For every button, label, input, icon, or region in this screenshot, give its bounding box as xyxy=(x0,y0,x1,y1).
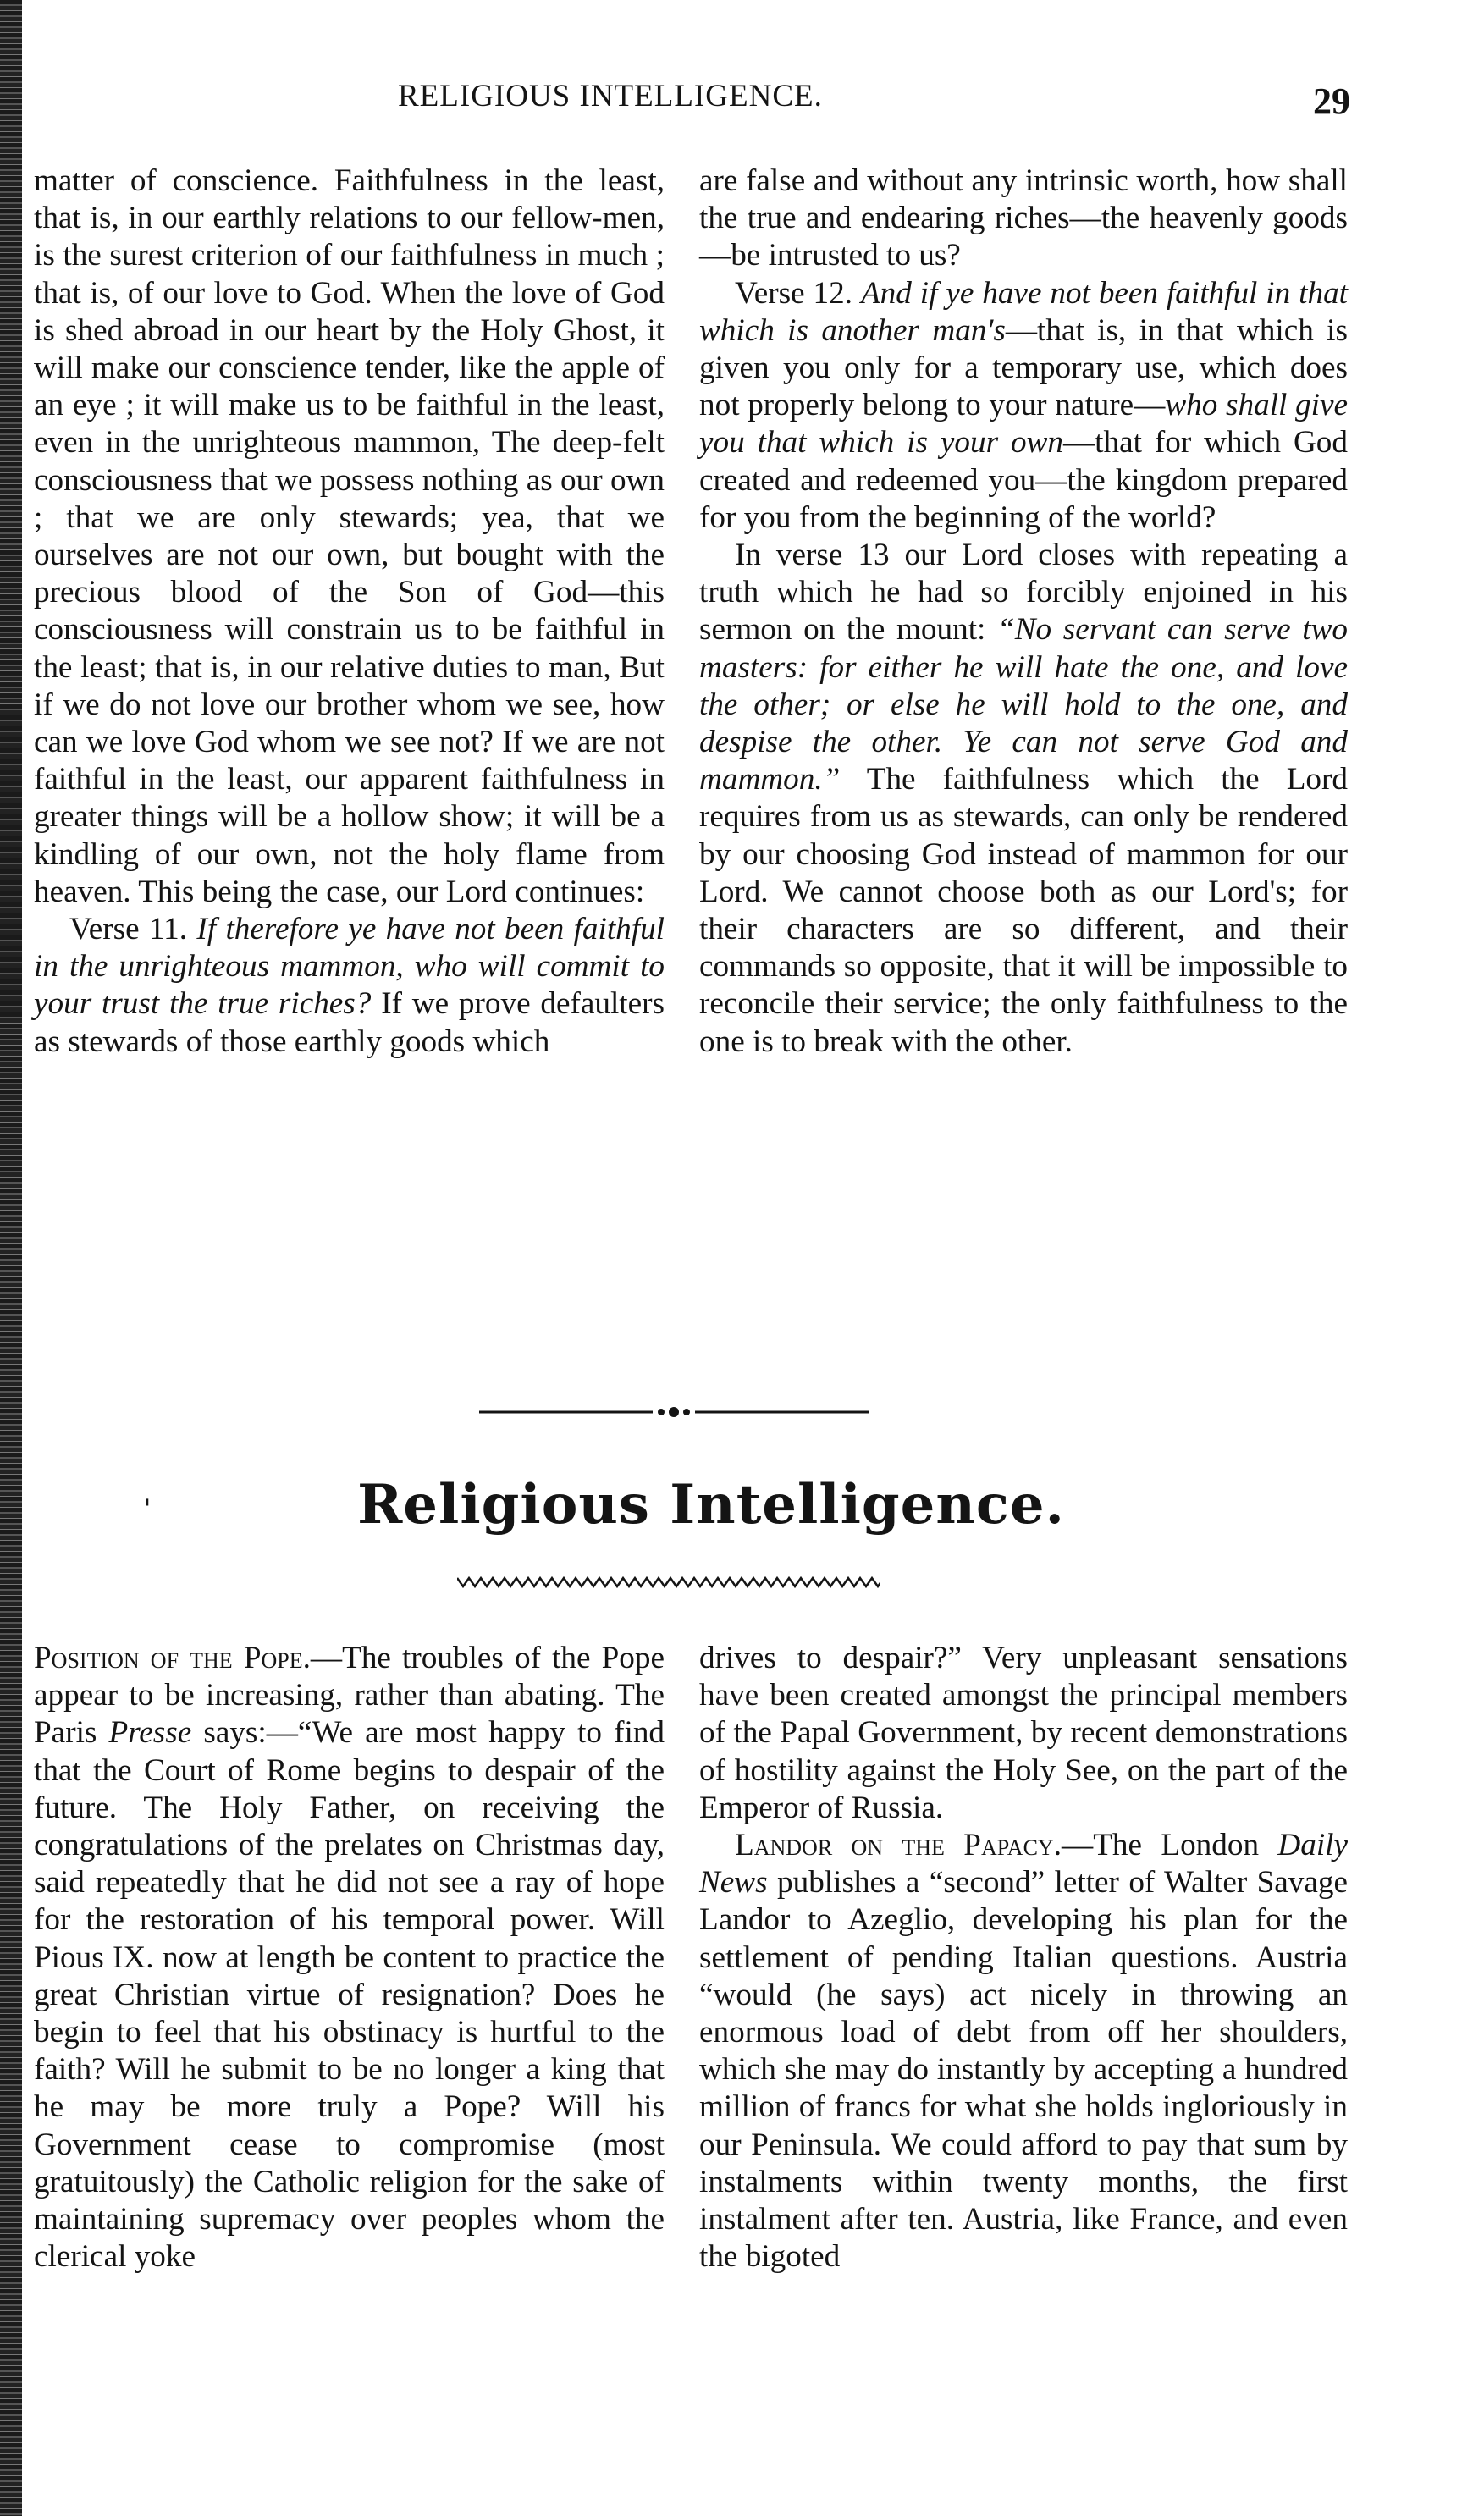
paragraph: matter of conscience. Faithfulness in the least, that is, in our earthly relations to our fellow-men, is the surest criterion of our faithfulness in much ; that is, of our love to God. When the love of God is shed abroad in our heart by the Holy Ghost, it will make our conscience tender, like the apple of an eye ; it will make us to be faithful in the least, even in the unrighteous mammon, The deep-felt consciousness that we possess nothing as our own ; that we are only stewards; yea, that we ourselves are not our own, but bought with the precious blood of the Son of God—this consciousness will constrain us to be faithful in the least; that is, in our relative duties to man, But if we do not love our brother whom we see, how can we love God whom we see not? If we are not faithful in the least, our apparent faithfulness in greater things will be a hollow show; it will be a kindling of our own, not the holy flame from heaven. This being the case, our Lord continues: xyxy=(34,163,665,909)
verse-label: Verse 11. xyxy=(69,912,188,947)
verse-label: Verse 12. xyxy=(735,275,853,311)
stray-mark: ' xyxy=(144,1494,152,1524)
paragraph xyxy=(699,537,1348,1061)
paragraph-text: —that is, in that which is given you only for a temporary use, which does not properly belong to your nature— xyxy=(699,312,1348,423)
paragraph-text: If we prove defaulters as stewards of those earthly goods which xyxy=(34,986,665,1059)
paragraph-text: In verse 13 our Lord closes with repeating a truth which he had so forcibly enjoined in his sermon on the mount: xyxy=(699,538,1348,648)
paragraph xyxy=(34,911,665,1061)
binding-edge xyxy=(0,0,22,2516)
publication-name: Presse xyxy=(108,1715,192,1751)
paragraph xyxy=(699,1827,1348,2276)
article-heading: Position of the Pope. xyxy=(34,1641,311,1675)
wavy-rule xyxy=(457,1573,880,1592)
bottom-right-column xyxy=(699,1640,1348,2276)
paragraph-text: —The troubles of the Pope appear to be increasing, rather than abating. The Paris xyxy=(34,1641,665,1751)
page-number: 29 xyxy=(1313,80,1350,122)
paragraph: drives to despair?” Very unpleasant sensations have been created amongst the principal members of the Papal Government, by recent demonstrations of hostility against the Holy See, on the part of the Emperor of Russia. xyxy=(699,1641,1348,1825)
top-left-column xyxy=(34,163,665,1061)
paragraph-text: —The London xyxy=(1062,1828,1260,1863)
ornamental-rule xyxy=(479,1404,869,1421)
paragraph: are false and without any intrinsic worth, how shall the true and endearing riches—the heavenly goods—be intrusted to us? xyxy=(699,163,1348,273)
paragraph xyxy=(34,1640,665,2276)
scripture-quote: And if ye have not been faithful in that which is another man's xyxy=(699,275,1348,348)
paragraph-text: publishes a “second” letter of Walter Savage Landor to Azeglio, developing his plan for the settlement of pending Italian questions. Austria “would (he says) act nicely in throwing an enormous load of debt from off her shoulders, which she may do instantly by accepting a hundred million of francs for what she holds ingloriously in our Peninsula. We could afford to pay that sum by instalments within twenty months, the first instalment after ten. Austria, like France, and even the bigoted xyxy=(699,1865,1349,2275)
scripture-quote: If therefore ye have not been faithful in the unrighteous mammon, who will commit to your trust the true riches? xyxy=(34,912,665,1022)
paragraph xyxy=(699,275,1348,537)
top-right-column xyxy=(699,163,1348,1061)
article-heading: Landor on the Papacy. xyxy=(735,1828,1062,1863)
bottom-left-column xyxy=(34,1640,665,2276)
paragraph-text: —that for which God created and redeemed you—the kingdom prepared for you from the beginning of the world? xyxy=(699,425,1348,535)
section-title: Religious Intelligence. xyxy=(357,1473,1065,1537)
running-head: RELIGIOUS INTELLIGENCE. xyxy=(398,79,823,113)
publication-name: Daily News xyxy=(699,1828,1349,1901)
paragraph-text: The faithfulness which the Lord requires from us as stewards, can only be rendered by our choosing God instead of mammon for our Lord. We cannot choose both as our Lord's; for their characters are so different, and their commands so opposite, that it will be impossible to reconcile their service; the only faithfulness to the one is to break with the other. xyxy=(699,762,1349,1059)
paragraph-text: says:—“We are most happy to find that the Court of Rome begins to despair of the future. The Holy Father, on receiving the congratulations of the prelates on Christmas day, said repeatedly that he did not see a ray of hope for the restoration of his temporal power. Will Pious IX. now at length be content to practice the great Christian virtue of resignation? Does he begin to feel that his obstinacy is hurtful to the faith? Will he submit to be no longer a king that he may be more truly a Pope? Will his Government cease to compromise (most gratuitously) the Catholic religion for the sake of maintaining supremacy over peoples whom the clerical yoke xyxy=(34,1715,665,2275)
scripture-quote: “No servant can serve two masters: for either he will hate the one, and love the other; or else he will hold to the one, and despise the other. Ye can not serve God and mammon.” xyxy=(699,612,1348,797)
scripture-quote: who shall give you that which is your own xyxy=(699,388,1348,461)
